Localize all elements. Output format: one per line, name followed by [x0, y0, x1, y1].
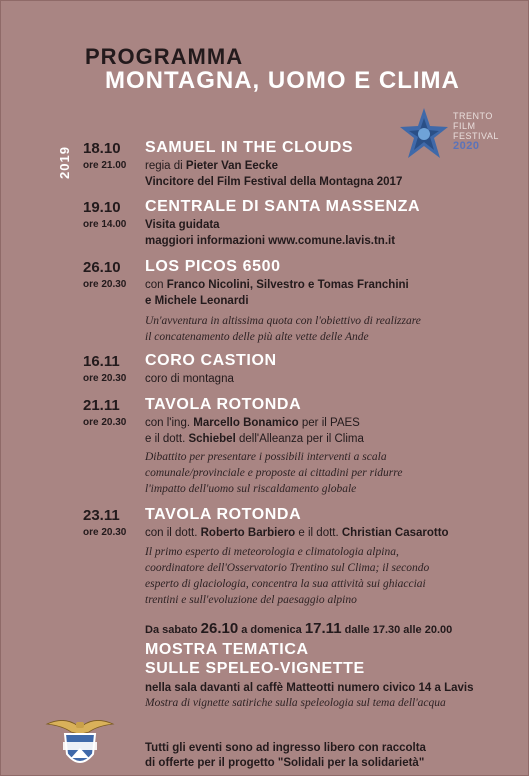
event-line-2: e Michele Leonardi	[145, 295, 249, 307]
festival-logo-text	[453, 111, 499, 151]
event-line-2	[145, 433, 364, 445]
date-text: a domenica	[238, 624, 305, 636]
event-desc-3: l'impatto dell'uomo sul riscaldamento globale	[145, 483, 357, 495]
event-line-1: Visita guidata	[145, 219, 220, 231]
event-title: CENTRALE DI SANTA MASSENZA	[145, 198, 421, 215]
opening-hours: dalle 17.30 alle 20.00	[341, 624, 453, 636]
event-title: TAVOLA ROTONDA	[145, 506, 302, 523]
event-desc-3: esperto di glaciologia, concentra la sua attività sui ghiacciai	[145, 578, 426, 590]
event-title: LOS PICOS 6500	[145, 258, 281, 275]
page-title: MONTAGNA, UOMO E CLIMA	[105, 67, 460, 94]
footer-line-1: Tutti gli eventi sono ad ingresso libero con raccolta	[145, 742, 426, 754]
logo-line-1: TRENTO	[453, 111, 493, 121]
star-logo-icon	[399, 106, 449, 164]
event-line-1	[145, 527, 449, 539]
exhibition-block	[145, 620, 474, 709]
event-line-1	[145, 417, 360, 429]
logo-line-3: FESTIVAL	[453, 131, 499, 141]
line-text: e il dott.	[145, 433, 189, 445]
line-text: e il dott.	[295, 527, 342, 539]
line-text: per il PAES	[298, 417, 360, 429]
exhibition-dates	[145, 620, 474, 637]
event-desc-4: trentini e sull'evoluzione del paesaggio alpino	[145, 594, 357, 606]
event-time: ore 21.00	[83, 160, 127, 171]
line-text: con	[145, 279, 167, 291]
line-text: con l'ing.	[145, 417, 194, 429]
exhibition-title-1: MOSTRA TEMATICA	[145, 641, 309, 658]
exhibition-title-2: SULLE SPELEO-VIGNETTE	[145, 660, 365, 677]
event-time: ore 20.30	[83, 417, 127, 428]
event-date: 18.10	[83, 140, 121, 157]
year-vertical	[56, 143, 84, 183]
event-title: TAVOLA ROTONDA	[145, 396, 302, 413]
line-text: regia di	[145, 160, 186, 172]
exhibition-desc: Mostra di vignette satiriche sulla speleologia sul tema dell'acqua	[145, 697, 446, 709]
speaker-name: Schiebel	[188, 433, 236, 445]
guest-names: Franco Nicolini, Silvestro e Tomas Franchini	[166, 279, 409, 291]
logo-line-2: FILM	[453, 121, 476, 131]
year-label: 2019	[56, 146, 72, 179]
eagle-emblem-icon	[45, 714, 115, 772]
line-text: dell'Alleanza per il Clima	[235, 433, 364, 445]
speaker-name: Marcello Bonamico	[193, 417, 299, 429]
date-text: Da sabato	[145, 624, 201, 636]
logo-year: 2020	[453, 140, 480, 152]
event-date: 21.11	[83, 397, 120, 414]
event-date: 26.10	[83, 259, 121, 276]
event-time: ore 20.30	[83, 527, 127, 538]
event-desc-1: Dibattito per presentare i possibili interventi a scala	[145, 451, 387, 463]
speaker-name: Roberto Barbiero	[200, 527, 296, 539]
event-time: ore 20.30	[83, 279, 127, 290]
event-line-2: Vincitore del Film Festival della Montagna 2017	[145, 176, 403, 188]
event-desc-2: comunale/provinciale e proposte ai cittadini per ridurre	[145, 467, 403, 479]
event-desc-2: coordinatore dell'Osservatorio Trentino sul Clima; il secondo	[145, 562, 430, 574]
event-line-1: coro di montagna	[145, 373, 234, 385]
event-line-2: maggiori informazioni www.comune.lavis.tn.it	[145, 235, 396, 247]
event-date: 19.10	[83, 199, 121, 216]
event-line-1	[145, 279, 409, 291]
director-name: Pieter Van Eecke	[185, 160, 278, 172]
event-time: ore 20.30	[83, 373, 127, 384]
event-line-1	[145, 160, 278, 172]
event-title: CORO CASTION	[145, 352, 277, 369]
event-date: 16.11	[83, 353, 120, 370]
footer-line-2: di offerte per il progetto "Solidali per la solidarietà"	[145, 757, 425, 769]
footer-note	[145, 741, 426, 771]
event-desc-1: Un'avventura in altissima quota con l'obiettivo di realizzare	[145, 315, 421, 327]
speaker-name: Christian Casarotto	[341, 527, 449, 539]
event-desc-2: il concatenamento delle più alte vette delle Ande	[145, 331, 369, 343]
exhibition-place: nella sala davanti al caffè Matteotti numero civico 14 a Lavis	[145, 682, 474, 694]
event-time: ore 14.00	[83, 219, 127, 230]
end-date: 17.11	[304, 620, 342, 637]
event-date: 23.11	[83, 507, 120, 524]
program-label: PROGRAMMA	[85, 44, 244, 69]
line-text: con il dott.	[145, 527, 201, 539]
start-date: 26.10	[200, 620, 239, 637]
event-desc-1: Il primo esperto di meteorologia e climatologia alpina,	[145, 546, 399, 558]
event-title: SAMUEL IN THE CLOUDS	[145, 139, 354, 156]
